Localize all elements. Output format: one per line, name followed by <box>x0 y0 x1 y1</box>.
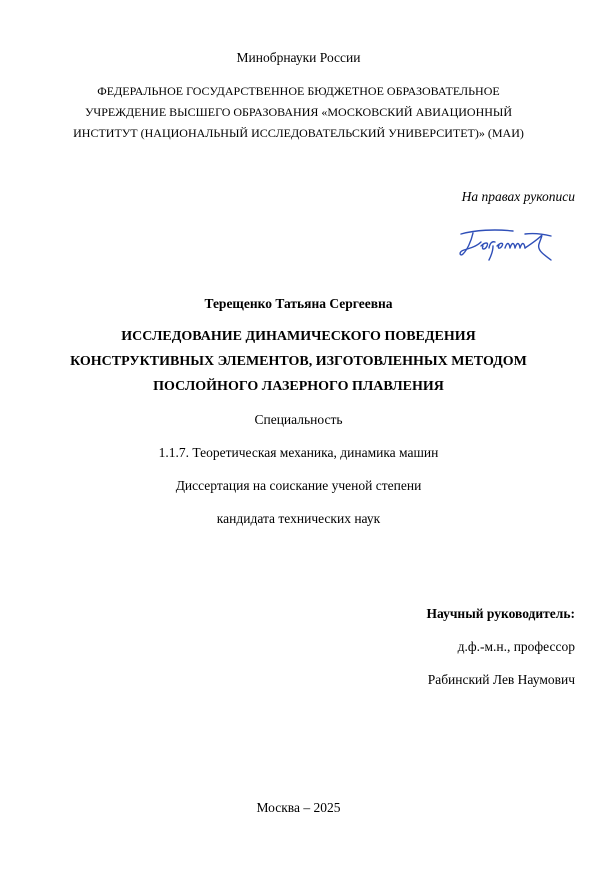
ministry-name: Минобрнауки России <box>236 50 361 65</box>
dissertation-title-line-1: ИССЛЕДОВАНИЕ ДИНАМИЧЕСКОГО ПОВЕДЕНИЯ <box>121 329 476 344</box>
institution-line-2: УЧРЕЖДЕНИЕ ВЫСШЕГО ОБРАЗОВАНИЯ «МОСКОВСКИЙ АВИАЦИОННЫЙ <box>84 105 513 119</box>
institution-line-1: ФЕДЕРАЛЬНОЕ ГОСУДАРСТВЕННОЕ БЮДЖЕТНОЕ ОБРАЗОВАТЕЛЬНОЕ <box>97 84 500 98</box>
supervisor-degree: д.ф.-м.н., профессор <box>457 639 575 654</box>
author-name: Терещенко Татьяна Сергеевна <box>204 296 393 311</box>
city-year: Москва – 2025 <box>256 800 341 815</box>
handwritten-signature-icon <box>455 224 565 266</box>
specialty-value: 1.1.7. Теоретическая механика, динамика машин <box>158 445 439 460</box>
specialty-label: Специальность <box>254 412 343 427</box>
supervisor-name: Рабинский Лев Наумович <box>427 672 575 687</box>
degree-line-1: Диссертация на соискание ученой степени <box>175 478 422 493</box>
manuscript-note: На правах рукописи <box>461 189 575 204</box>
supervisor-label: Научный руководитель: <box>426 606 575 621</box>
dissertation-title-line-3: ПОСЛОЙНОГО ЛАЗЕРНОГО ПЛАВЛЕНИЯ <box>153 379 444 394</box>
institution-line-3: ИНСТИТУТ (НАЦИОНАЛЬНЫЙ ИССЛЕДОВАТЕЛЬСКИЙ УНИВЕРСИТЕТ)» (МАИ) <box>73 126 524 140</box>
dissertation-title-line-2: КОНСТРУКТИВНЫХ ЭЛЕМЕНТОВ, ИЗГОТОВЛЕННЫХ МЕТОДОМ <box>70 354 527 369</box>
degree-line-2: кандидата технических наук <box>216 511 381 526</box>
